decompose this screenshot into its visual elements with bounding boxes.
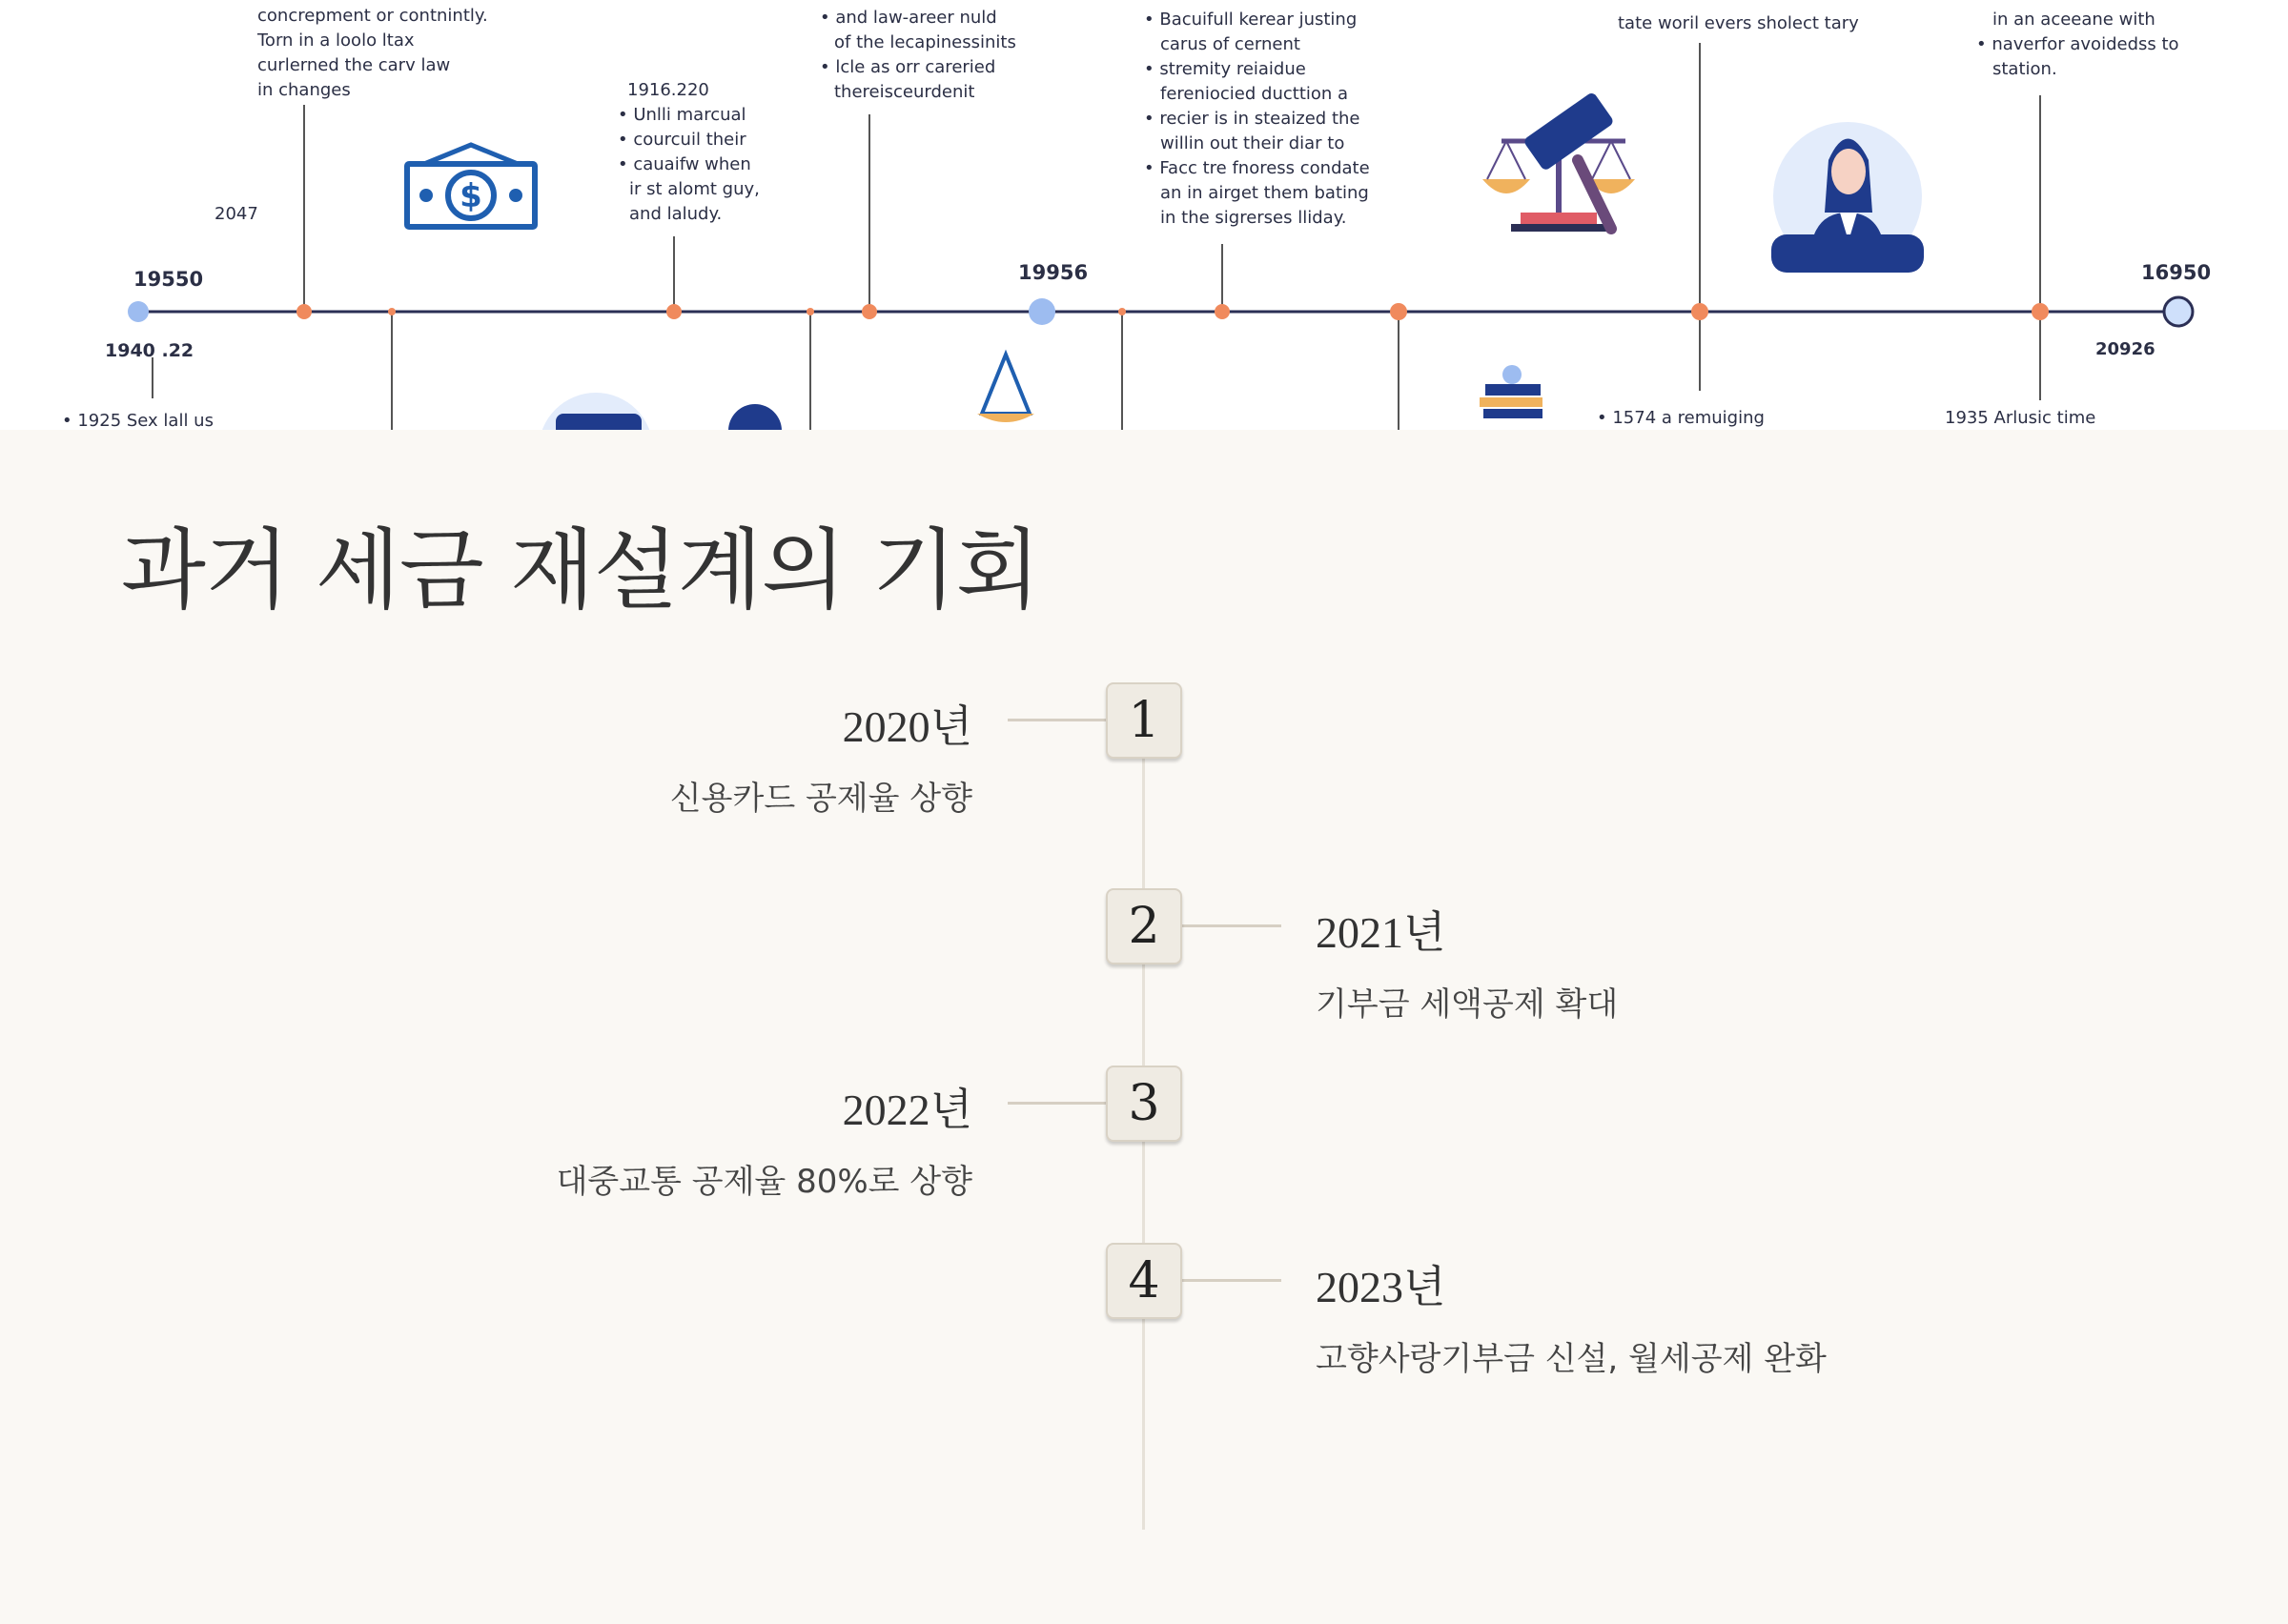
illustration-annotation: 1916.220 (627, 80, 709, 100)
illustration-annotation: thereisceurdenit (834, 82, 975, 102)
illustration-annotation: ir st alomt guy, (629, 179, 760, 199)
illustration-annotation: • lcle as orr careried (820, 57, 996, 77)
briefcase-icon (539, 393, 782, 430)
timeline-year: 2021년 (1316, 908, 1446, 957)
illustration-annotation: of the lecapinessinits (834, 32, 1016, 52)
illustration-annotation: • Unlli marcual (618, 105, 746, 125)
step-number-box: 2 (1106, 888, 1182, 964)
businesswoman-icon (1771, 122, 1924, 273)
illustration-annotation: curlerned the carv law (257, 55, 451, 75)
step-number-box: 4 (1106, 1243, 1182, 1319)
timeline-connector (1008, 1102, 1106, 1105)
timeline-year: 2022년 (842, 1086, 972, 1134)
timeline-connector (1008, 719, 1106, 721)
slide-title: 과거 세금 재설계의 기회 (121, 519, 1040, 621)
illustration-annotation: an in airget them bating (1160, 183, 1369, 203)
illustration-annotation: • Bacuifull kerear justing (1144, 10, 1358, 30)
illustration-annotation: Torn in a loolo ltax (257, 30, 415, 51)
scales-icon (977, 355, 1034, 422)
illustration-annotation: 1935 Arlusic time (1945, 408, 2096, 428)
illustration-annotation: • recier is in steaized the (1144, 109, 1360, 129)
timeline-description: 기부금 세액공제 확대 (1316, 985, 1619, 1024)
timeline-illustration (0, 0, 2288, 430)
illustration-annotation: • 1925 Sex lall us (62, 411, 214, 430)
illustration-annotation: carus of cernent (1160, 34, 1300, 54)
illustration-year-label: 2047 (214, 204, 258, 224)
illustration-annotation: in an aceeane with (1992, 10, 2155, 30)
svg-text:$: $ (460, 177, 482, 215)
illustration-year-label: 20926 (2095, 339, 2155, 359)
illustration-annotation: • courcuil their (618, 130, 746, 150)
illustration-annotation: • stremity reiaidue (1144, 59, 1306, 79)
illustration-annotation: in the sigrerses lliday. (1160, 208, 1347, 228)
illustration-annotation: tate woril evers sholect tary (1618, 13, 1859, 33)
illustration-annotation: • cauaifw when (618, 154, 751, 174)
timeline-description: 고향사랑기부금 신설, 월세공제 완화 (1316, 1340, 1827, 1378)
illustration-annotation: station. (1992, 59, 2057, 79)
illustration-annotation: • Facc tre fnoress condate (1144, 158, 1370, 178)
illustration-annotation: • and law-areer nuld (820, 8, 997, 28)
timeline-year: 2020년 (842, 702, 972, 751)
illustration-canvas (0, 0, 2288, 430)
illustration-year-label: 19956 (1018, 261, 1089, 284)
illustration-annotation: fereniocied ducttion a (1160, 84, 1349, 104)
illustration-annotation: in changes (257, 80, 351, 100)
illustration-year-label: 1940 .22 (105, 340, 194, 361)
timeline-connector (1182, 1279, 1281, 1282)
timeline-year: 2023년 (1316, 1263, 1446, 1311)
timeline-description: 대중교통 공제율 80%로 상향 (556, 1163, 972, 1201)
illustration-year-label: 16950 (2141, 261, 2212, 284)
books-icon (1480, 365, 1542, 418)
illustration-annotation: and laludy. (629, 204, 723, 224)
illustration-annotation: • 1574 a remuiging (1597, 408, 1765, 428)
timeline-connector (1182, 924, 1281, 927)
timeline-description: 신용카드 공제율 상향 (669, 780, 972, 818)
illustration-annotation: concrepment or contnintly. (257, 6, 488, 26)
step-number-box: 1 (1106, 682, 1182, 759)
illustration-annotation: • naverfor avoidedss to (1976, 34, 2179, 54)
money-icon (407, 145, 535, 227)
illustration-year-label: 19550 (133, 268, 204, 291)
illustration-annotation: willin out their diar to (1160, 133, 1345, 153)
gavel-scales-icon (1482, 91, 1635, 232)
step-number-box: 3 (1106, 1066, 1182, 1142)
